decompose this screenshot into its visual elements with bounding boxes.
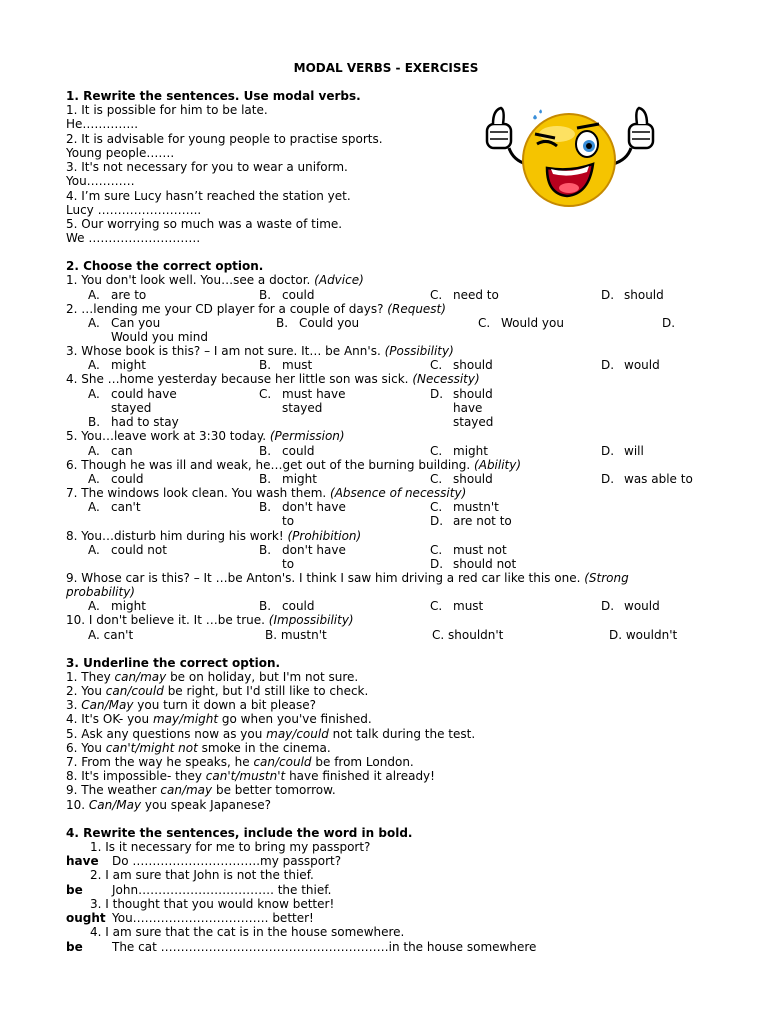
s3-choice: Can/May <box>88 798 142 812</box>
s3-text: smoke in the cinema. <box>197 741 331 755</box>
option-a-cont: stayed <box>111 401 152 415</box>
question-6 <box>66 458 521 472</box>
s3-text: 2. You <box>66 684 106 698</box>
s1-line: 1. It is possible for him to be late. <box>66 103 268 117</box>
question-text: 6. Though he was ill and weak, he…get out of the burning building. <box>66 458 475 472</box>
option-label: A. <box>88 472 100 486</box>
s3-choice: can/could <box>253 755 312 769</box>
option-d: should <box>624 288 664 302</box>
option-d: would <box>624 599 660 613</box>
question-text: 7. The windows look clean. You wash them. <box>66 486 331 500</box>
answer-line: John……………………………. the thief. <box>112 883 332 897</box>
option-label: B. <box>259 358 272 372</box>
answer-line: You……………………………. better! <box>112 911 314 925</box>
option-label: A. <box>88 543 100 557</box>
option-label: D. <box>601 358 615 372</box>
s3-text: be on holiday, but I'm not sure. <box>166 670 359 684</box>
option-c: should <box>453 358 493 372</box>
option-a: are to <box>111 288 147 302</box>
option-label: B. <box>259 444 272 458</box>
option-b-cont: to <box>282 514 295 528</box>
option-b-cont: to <box>282 557 295 571</box>
key-word: ought <box>66 911 106 925</box>
s3-choice: can/may <box>114 670 167 684</box>
s4-question: 1. Is it necessary for me to bring my passport? <box>90 840 371 854</box>
question-10 <box>66 613 354 627</box>
question-tag: (Request) <box>387 302 446 316</box>
option-c-cont: stayed <box>282 401 323 415</box>
option-c: mustn't <box>453 500 499 514</box>
option-a: might <box>111 599 146 613</box>
question-5 <box>66 429 345 443</box>
s3-choice: Can/May <box>81 698 134 712</box>
s3-choice: can/could <box>105 684 164 698</box>
option-label: B. <box>259 288 272 302</box>
question-tag: (Prohibition) <box>287 529 362 543</box>
answer-line: Do …………………………..my passport? <box>112 854 342 868</box>
question-tag: (Necessity) <box>412 372 480 386</box>
s3-item <box>66 712 372 726</box>
key-word: be <box>66 940 83 954</box>
option-a: Can you <box>111 316 161 330</box>
option-a: can <box>111 444 133 458</box>
s1-line: 2. It is advisable for young people to practise sports. <box>66 132 383 146</box>
option-label: D. <box>430 387 444 401</box>
option-label: D. <box>601 472 615 486</box>
s1-line: He………….. <box>66 117 139 131</box>
option-d: should not <box>453 557 517 571</box>
option-label: D. <box>430 514 444 528</box>
option-label: D. <box>430 557 444 571</box>
key-word: be <box>66 883 83 897</box>
s4-question: 3. I thought that you would know better! <box>90 897 335 911</box>
option-a: A. can't <box>88 628 134 642</box>
option-d: are not to <box>453 514 512 528</box>
question-text: 1. You don't look well. You…see a doctor. <box>66 273 315 287</box>
option-label: A. <box>88 288 100 302</box>
s3-item <box>66 755 414 769</box>
option-label: A. <box>88 599 100 613</box>
option-c: should <box>453 472 493 486</box>
section3-heading: 3. Underline the correct option. <box>66 656 281 670</box>
option-a: could have <box>111 387 177 401</box>
option-d-cont: stayed <box>453 415 494 429</box>
option-c: need to <box>453 288 499 302</box>
option-c: C. shouldn't <box>432 628 504 642</box>
option-b: might <box>282 472 317 486</box>
question-8 <box>66 529 361 543</box>
question-tag: (Strong <box>584 571 629 585</box>
question-text: 10. I don't believe it. It …be true. <box>66 613 269 627</box>
question-text: 2. …lending me your CD player for a couple of days? <box>66 302 388 316</box>
option-d: should <box>453 387 493 401</box>
option-c: might <box>453 444 488 458</box>
s3-text: be from London. <box>311 755 414 769</box>
s1-line: Young people……. <box>66 146 175 160</box>
option-label: B. <box>259 472 272 486</box>
s3-choice: can't/mustn't <box>205 769 286 783</box>
option-label: C. <box>478 316 491 330</box>
question-text: 5. You…leave work at 3:30 today. <box>66 429 270 443</box>
page-title: MODAL VERBS - EXERCISES <box>293 61 479 75</box>
s3-text: not talk during the test. <box>328 727 476 741</box>
option-label: D. <box>601 444 615 458</box>
option-label: D. <box>601 599 615 613</box>
question-tag: (Impossibility) <box>268 613 354 627</box>
option-d: will <box>624 444 644 458</box>
question-1 <box>66 273 364 287</box>
s3-text: 8. It's impossible- they <box>66 769 206 783</box>
question-text: 9. Whose car is this? – It …be Anton's. I think I saw him driving a red car like this one. <box>66 571 585 585</box>
s3-text: be better tomorrow. <box>212 783 336 797</box>
s3-item <box>66 670 358 684</box>
s3-text: be right, but I'd still like to check. <box>163 684 369 698</box>
s3-text: 4. It's OK- you <box>66 712 153 726</box>
option-b: had to stay <box>111 415 179 429</box>
option-label: B. <box>88 415 101 429</box>
option-b: don't have <box>282 543 346 557</box>
question-tag: (Permission) <box>269 429 345 443</box>
option-d: was able to <box>624 472 693 486</box>
s1-line: You………… <box>66 174 135 188</box>
option-label: A. <box>88 358 100 372</box>
option-b: could <box>282 288 315 302</box>
question-text: 3. Whose book is this? – I am not sure. It… be Ann's. <box>66 344 385 358</box>
s3-text: 7. From the way he speaks, he <box>66 755 254 769</box>
s4-question: 4. I am sure that the cat is in the house somewhere. <box>90 925 405 939</box>
question-3 <box>66 344 454 358</box>
answer-line: The cat …………………………………………………in the house somewhere <box>112 940 537 954</box>
option-b: B. mustn't <box>265 628 327 642</box>
option-label: C. <box>259 387 272 401</box>
option-c: must <box>453 599 484 613</box>
option-a: could not <box>111 543 167 557</box>
s3-text: you speak Japanese? <box>141 798 272 812</box>
option-d-cont: have <box>453 401 483 415</box>
question-text: 8. You…disturb him during his work! <box>66 529 288 543</box>
option-label: A. <box>88 387 100 401</box>
s1-line: Lucy …………………….. <box>66 203 202 217</box>
option-label: B. <box>259 599 272 613</box>
question-tag: (Possibility) <box>384 344 454 358</box>
s3-item <box>66 741 331 755</box>
s3-text: have finished it already! <box>285 769 435 783</box>
option-label: D. <box>601 288 615 302</box>
option-label: C. <box>430 288 443 302</box>
s3-text: you turn it down a bit please? <box>133 698 316 712</box>
s3-choice: may/might <box>152 712 219 726</box>
question-9-cont <box>66 585 135 599</box>
option-label: A. <box>88 444 100 458</box>
s3-text: 6. You <box>66 741 106 755</box>
question-9 <box>66 571 629 585</box>
s3-item <box>66 698 316 712</box>
section4-heading: 4. Rewrite the sentences, include the word in bold. <box>66 826 413 840</box>
s1-line: 3. It's not necessary for you to wear a uniform. <box>66 160 348 174</box>
s3-text: 5. Ask any questions now as you <box>66 727 267 741</box>
s1-line: 5. Our worrying so much was a waste of time. <box>66 217 343 231</box>
option-b: could <box>282 599 315 613</box>
question-tag: (Ability) <box>474 458 522 472</box>
s3-text: 9. The weather <box>66 783 161 797</box>
option-b: Could you <box>299 316 360 330</box>
option-label: B. <box>276 316 289 330</box>
section1-heading: 1. Rewrite the sentences. Use modal verbs. <box>66 89 361 103</box>
option-c: must have <box>282 387 346 401</box>
question-tag: (Absence of necessity) <box>330 486 467 500</box>
question-text: 4. She …home yesterday because her little son was sick. <box>66 372 413 386</box>
s3-item <box>66 783 336 797</box>
question-4 <box>66 372 480 386</box>
winking-smiley-thumbs-up-icon <box>481 102 661 212</box>
question-7 <box>66 486 466 500</box>
option-c: Would you <box>501 316 564 330</box>
option-label: C. <box>430 500 443 514</box>
option-b: don't have <box>282 500 346 514</box>
option-c: must not <box>453 543 507 557</box>
option-d-label: D. <box>662 316 676 330</box>
s3-text: 3. <box>66 698 82 712</box>
option-a: can't <box>111 500 141 514</box>
option-label: C. <box>430 543 443 557</box>
s3-item <box>66 798 271 812</box>
s3-choice: can/may <box>160 783 213 797</box>
s3-choice: may/could <box>266 727 329 741</box>
s3-text: 10. <box>66 798 89 812</box>
option-label: A. <box>88 500 100 514</box>
option-a: might <box>111 358 146 372</box>
option-d: would <box>624 358 660 372</box>
s1-line: 4. I’m sure Lucy hasn’t reached the station yet. <box>66 189 351 203</box>
s3-item <box>66 727 475 741</box>
section2-heading: 2. Choose the correct option. <box>66 259 264 273</box>
s3-text: go when you've finished. <box>218 712 372 726</box>
option-label: A. <box>88 316 100 330</box>
option-d: Would you mind <box>111 330 208 344</box>
s4-question: 2. I am sure that John is not the thief. <box>90 868 314 882</box>
option-label: C. <box>430 358 443 372</box>
option-label: C. <box>430 472 443 486</box>
option-a: could <box>111 472 144 486</box>
question-tag: (Advice) <box>314 273 364 287</box>
option-b: could <box>282 444 315 458</box>
question-2 <box>66 302 446 316</box>
option-label: C. <box>430 444 443 458</box>
s3-item <box>66 769 435 783</box>
option-label: C. <box>430 599 443 613</box>
option-label: B. <box>259 543 272 557</box>
option-d: D. wouldn't <box>609 628 678 642</box>
key-word: have <box>66 854 99 868</box>
s1-line: We ………………………. <box>66 231 201 245</box>
option-label: B. <box>259 500 272 514</box>
question-tag: probability) <box>66 585 135 599</box>
s3-text: 1. They <box>66 670 115 684</box>
s3-choice: can't/might not <box>105 741 198 755</box>
s3-item <box>66 684 368 698</box>
option-b: must <box>282 358 313 372</box>
